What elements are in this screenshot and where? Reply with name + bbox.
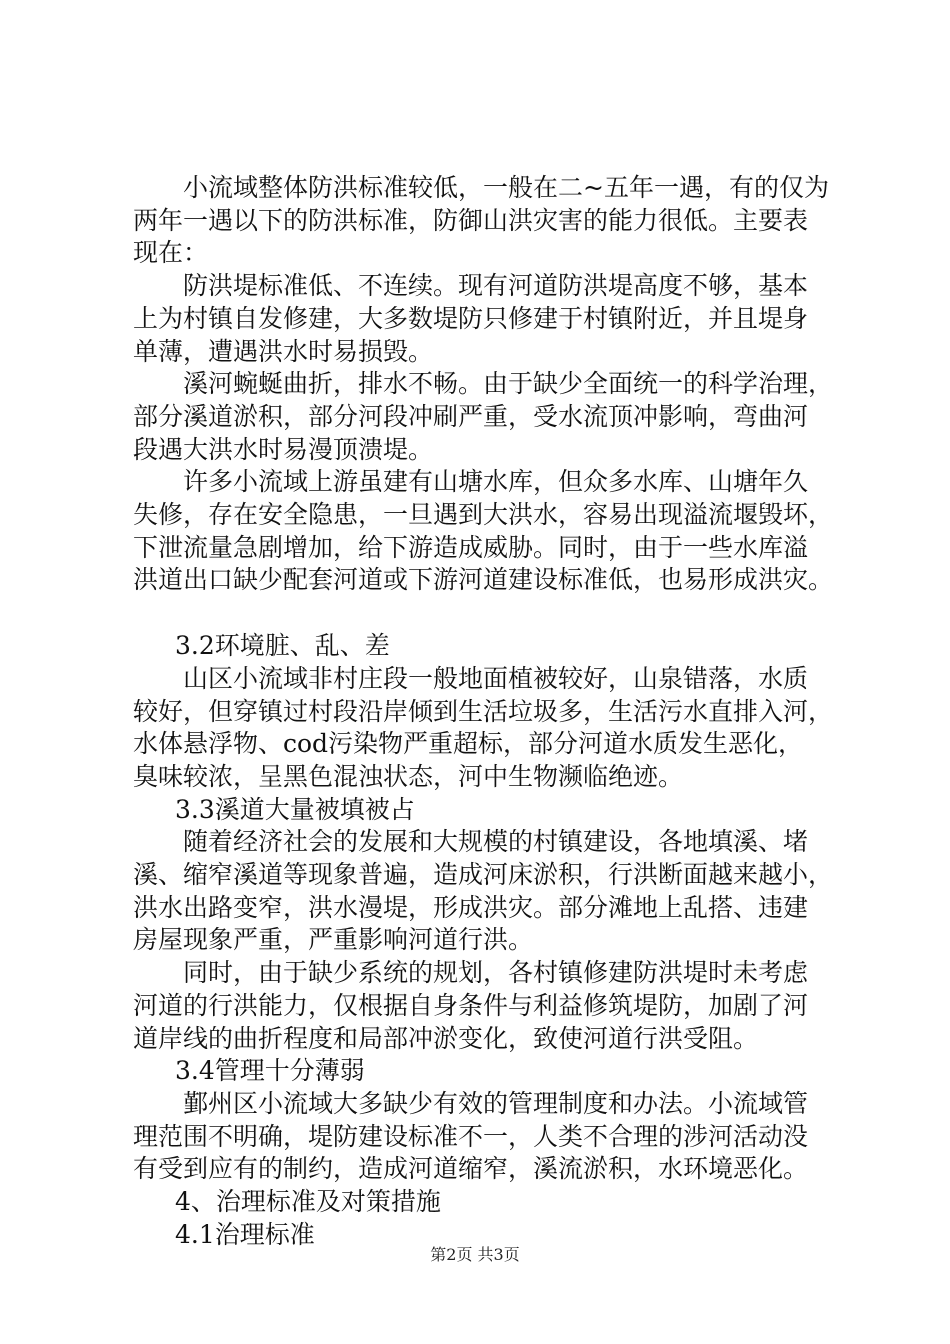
paragraph-filling-line: 房屋现象严重，严重影响河道行洪。: [133, 925, 534, 955]
paragraph-stream-line: 溪河蜿蜒曲折，排水不畅。由于缺少全面统一的科学治理，: [183, 369, 834, 399]
paragraph-environment-line: 山区小流域非村庄段一般地面植被较好，山泉错落，水质: [183, 663, 809, 693]
section-spacer: [133, 597, 853, 630]
paragraph-reservoir-line: 许多小流域上游虽建有山塘水库，但众多水库、山塘年久: [183, 467, 809, 497]
paragraph-management-line: 有受到应有的制约，造成河道缩窄，溪流淤积，水环境恶化。: [133, 1154, 809, 1184]
paragraph-management-line: 鄞州区小流域大多缺少有效的管理制度和办法。小流域管: [183, 1088, 809, 1118]
paragraph-filling-line: 随着经济社会的发展和大规模的村镇建设，各地填溪、堵: [183, 827, 809, 857]
paragraph-flood-standard-line: 现在：: [133, 238, 209, 268]
page-footer: 第2页 共3页: [430, 1245, 520, 1264]
paragraph-filling-line: 洪水出路变窄，洪水漫堤，形成洪灾。部分滩地上乱搭、违建: [133, 892, 809, 922]
paragraph-stream-line: 部分溪道淤积，部分河段冲刷严重，受水流顶冲影响，弯曲河: [133, 401, 809, 431]
paragraph-reservoir-line: 洪道出口缺少配套河道或下游河道建设标准低，也易形成洪灾。: [133, 565, 834, 595]
section-heading-3-4: 3.4管理十分薄弱: [175, 1056, 365, 1086]
section-heading-3-3: 3.3溪道大量被填被占: [175, 794, 415, 824]
paragraph-planning-line: 同时，由于缺少系统的规划，各村镇修建防洪堤时未考虑: [183, 958, 809, 988]
section-heading-4: 4、治理标准及对策措施: [175, 1187, 441, 1217]
paragraph-management-line: 理范围不明确，堤防建设标准不一，人类不合理的涉河活动没: [133, 1121, 809, 1151]
paragraph-flood-standard-line: 小流域整体防洪标准较低，一般在二~五年一遇，有的仅为: [183, 173, 829, 202]
section-heading-3-2: 3.2环境脏、乱、差: [175, 631, 390, 661]
paragraph-stream-line: 段遇大洪水时易漫顶溃堤。: [133, 434, 434, 464]
section-heading-4-1: 4.1治理标准: [175, 1219, 315, 1249]
paragraph-dike-line: 上为村镇自发修建，大多数堤防只修建于村镇附近，并且堤身: [133, 303, 809, 333]
paragraph-reservoir-line: 失修，存在安全隐患，一旦遇到大洪水，容易出现溢流堰毁坏，: [133, 500, 834, 530]
paragraph-flood-standard-line: 两年一遇以下的防洪标准，防御山洪灾害的能力很低。主要表: [133, 205, 809, 235]
paragraph-environment-line: 水体悬浮物、cod污染物严重超标，部分河道水质发生恶化，: [133, 729, 804, 759]
paragraph-reservoir-line: 下泄流量急剧增加，给下游造成威胁。同时，由于一些水库溢: [133, 532, 809, 562]
document-body: [133, 172, 853, 1252]
paragraph-dike-line: 防洪堤标准低、不连续。现有河道防洪堤高度不够，基本: [183, 271, 809, 301]
paragraph-environment-line: 较好，但穿镇过村段沿岸倾到生活垃圾多，生活污水直排入河，: [133, 696, 834, 726]
paragraph-environment-line: 臭味较浓，呈黑色混浊状态，河中生物濒临绝迹。: [133, 761, 684, 791]
paragraph-dike-line: 单薄，遭遇洪水时易损毁。: [133, 336, 434, 366]
paragraph-planning-line: 道岸线的曲折程度和局部冲淤变化，致使河道行洪受阻。: [133, 1023, 759, 1053]
paragraph-filling-line: 溪、缩窄溪道等现象普遍，造成河床淤积，行洪断面越来越小，: [133, 860, 834, 890]
paragraph-planning-line: 河道的行洪能力，仅根据自身条件与利益修筑堤防，加剧了河: [133, 990, 809, 1020]
